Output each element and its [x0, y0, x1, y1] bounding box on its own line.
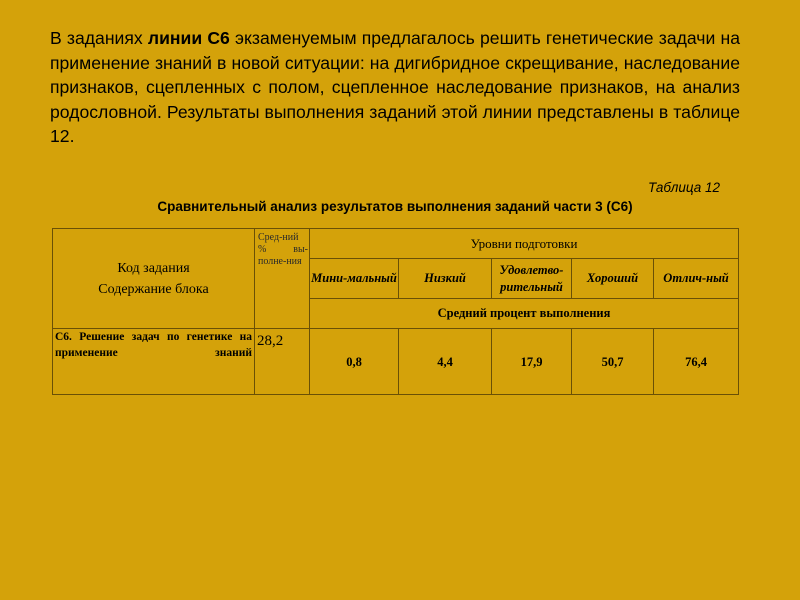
- header-levels-cell: Уровни подготовки: [310, 229, 739, 259]
- header-code-cell: [53, 229, 255, 329]
- table-row: [53, 329, 739, 395]
- header-content-label: Содержание блока: [98, 281, 209, 297]
- header-average-cell: Сред-ний % вы-полне-ния: [255, 229, 310, 329]
- level-excellent: Отлич-ный: [654, 259, 739, 299]
- level-good: Хороший: [572, 259, 654, 299]
- value-excellent: 76,4: [654, 329, 739, 395]
- intro-text-end: экзаменуемым предлагалось решить генетические задачи на применение знаний в новой ситуации: на дигибридное скрещивание, наследование признаков, сцепленных с полом, сцепленное наследование признаков, на анализ родословной. Результаты выполнения заданий этой линии представлены в таблице 12.: [50, 28, 740, 146]
- results-table: [52, 228, 739, 395]
- average-value-cell: 28,2: [255, 329, 310, 395]
- level-minimal: Мини-мальный: [310, 259, 399, 299]
- table-caption: Таблица 12: [647, 180, 720, 195]
- task-cell: С6. Решение задач по генетике на применение знаний: [53, 329, 255, 395]
- level-low: Низкий: [399, 259, 492, 299]
- header-mean-cell: Средний процент выполнения: [310, 299, 739, 329]
- header-row-levels: [53, 229, 739, 259]
- intro-paragraph: [50, 26, 740, 149]
- value-satisfactory: 17,9: [492, 329, 572, 395]
- intro-text-start: В заданиях: [50, 28, 148, 48]
- value-good: 50,7: [572, 329, 654, 395]
- value-minimal: 0,8: [310, 329, 399, 395]
- table-title: Сравнительный анализ результатов выполнения заданий части 3 (С6): [157, 199, 633, 214]
- intro-text-bold: линии С6: [147, 28, 230, 48]
- header-code-label: Код задания: [117, 260, 190, 276]
- level-satisfactory: Удовлетво-рительный: [492, 259, 572, 299]
- value-low: 4,4: [399, 329, 492, 395]
